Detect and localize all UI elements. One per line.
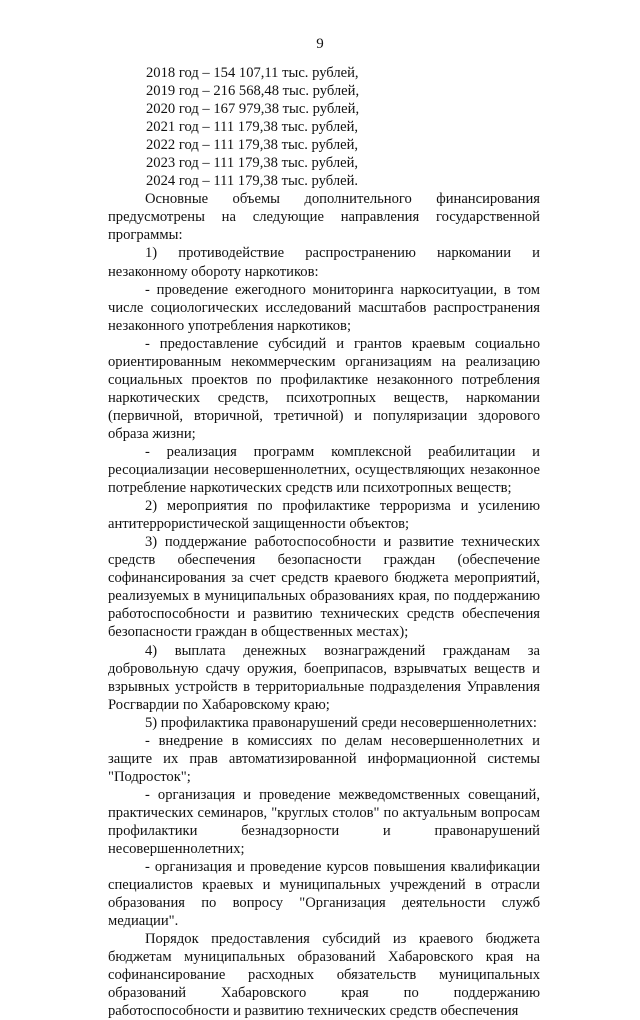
funding-by-year-list [108,64,540,190]
paragraph-section-4: 4) выплата денежных вознаграждений гражданам за добровольную сдачу оружия, боеприпасов, взрывчатых веществ и взрывных устройств в территориальные подразделения Управления Росгвардии по Хабаровскому краю; [108,642,540,713]
document-body [108,64,540,1020]
paragraph-section-1: 1) противодействие распространению наркомании и незаконному обороту наркотиков: [108,245,540,280]
paragraph-item: - внедрение в комиссиях по делам несовершеннолетних и защите их прав автоматизированной информационной системы "Подросток"; [108,732,540,785]
funding-year-line: 2019 год – 216 568,48 тыс. рублей, [146,83,360,100]
funding-year-line: 2020 год – 167 979,38 тыс. рублей, [146,101,360,118]
funding-year-line: 2023 год – 111 179,38 тыс. рублей, [146,155,359,172]
paragraph-item: - предоставление субсидий и грантов краевым социально ориентированным некоммерческим организациям на реализацию социальных проектов по профилактике незаконного потребления наркотических средств, психотропных веществ, наркомании (первичной, вторичной, третичной) и популяризации здорового образа жизни; [108,335,540,442]
page-number: 9 [316,36,324,52]
paragraph-section-2: 2) мероприятия по профилактике терроризма и усилению антитеррористической защищенности объектов; [108,498,540,533]
paragraph-section-5: 5) профилактика правонарушений среди несовершеннолетних: [145,714,537,731]
paragraph-item: - организация и проведение курсов повышения квалификации специалистов краевых и муниципальных учреждений в отрасли образования по вопросу "Организация деятельности служб медиации". [108,859,540,930]
funding-year-line: 2024 год – 111 179,38 тыс. рублей. [146,173,359,190]
paragraph-funding-directions: Основные объемы дополнительного финансирования предусмотрены на следующие направления государственной программы: [108,191,540,244]
paragraph-section-3: 3) поддержание работоспособности и развитие технических средств обеспечения безопасности граждан (обеспечение софинансирования за счет средств краевого бюджета мероприятий, реализуемых в муниципальных образованиях края, по поддержанию работоспособности и развитию технических средств обеспечения безопасности граждан в общественных местах); [108,534,540,641]
paragraph-item: - проведение ежегодного мониторинга наркоситуации, в том числе социологических исследований масштабов распространения незаконного употребления наркотиков; [108,281,540,334]
paragraph-item: - реализация программ комплексной реабилитации и ресоциализации несовершеннолетних, осуществляющих незаконное потребление наркотических средств или психотропных веществ; [108,443,540,497]
funding-year-line: 2021 год – 111 179,38 тыс. рублей, [146,119,359,136]
paragraph-item: - организация и проведение межведомственных совещаний, практических семинаров, "круглых столов" по актуальным вопросам профилактики безнадзорности и правонарушений несовершеннолетних; [108,786,540,858]
paragraph-subsidy-procedure: Порядок предоставления субсидий из краевого бюджета бюджетам муниципальных образований Хабаровского края на софинансирование расходных обязательств муниципальных образований Хабаровского края по поддержанию работоспособности и развитию технических средств обеспечения [108,931,540,1020]
funding-year-line: 2018 год – 154 107,11 тыс. рублей, [146,65,359,81]
funding-year-line: 2022 год – 111 179,38 тыс. рублей, [146,137,359,154]
